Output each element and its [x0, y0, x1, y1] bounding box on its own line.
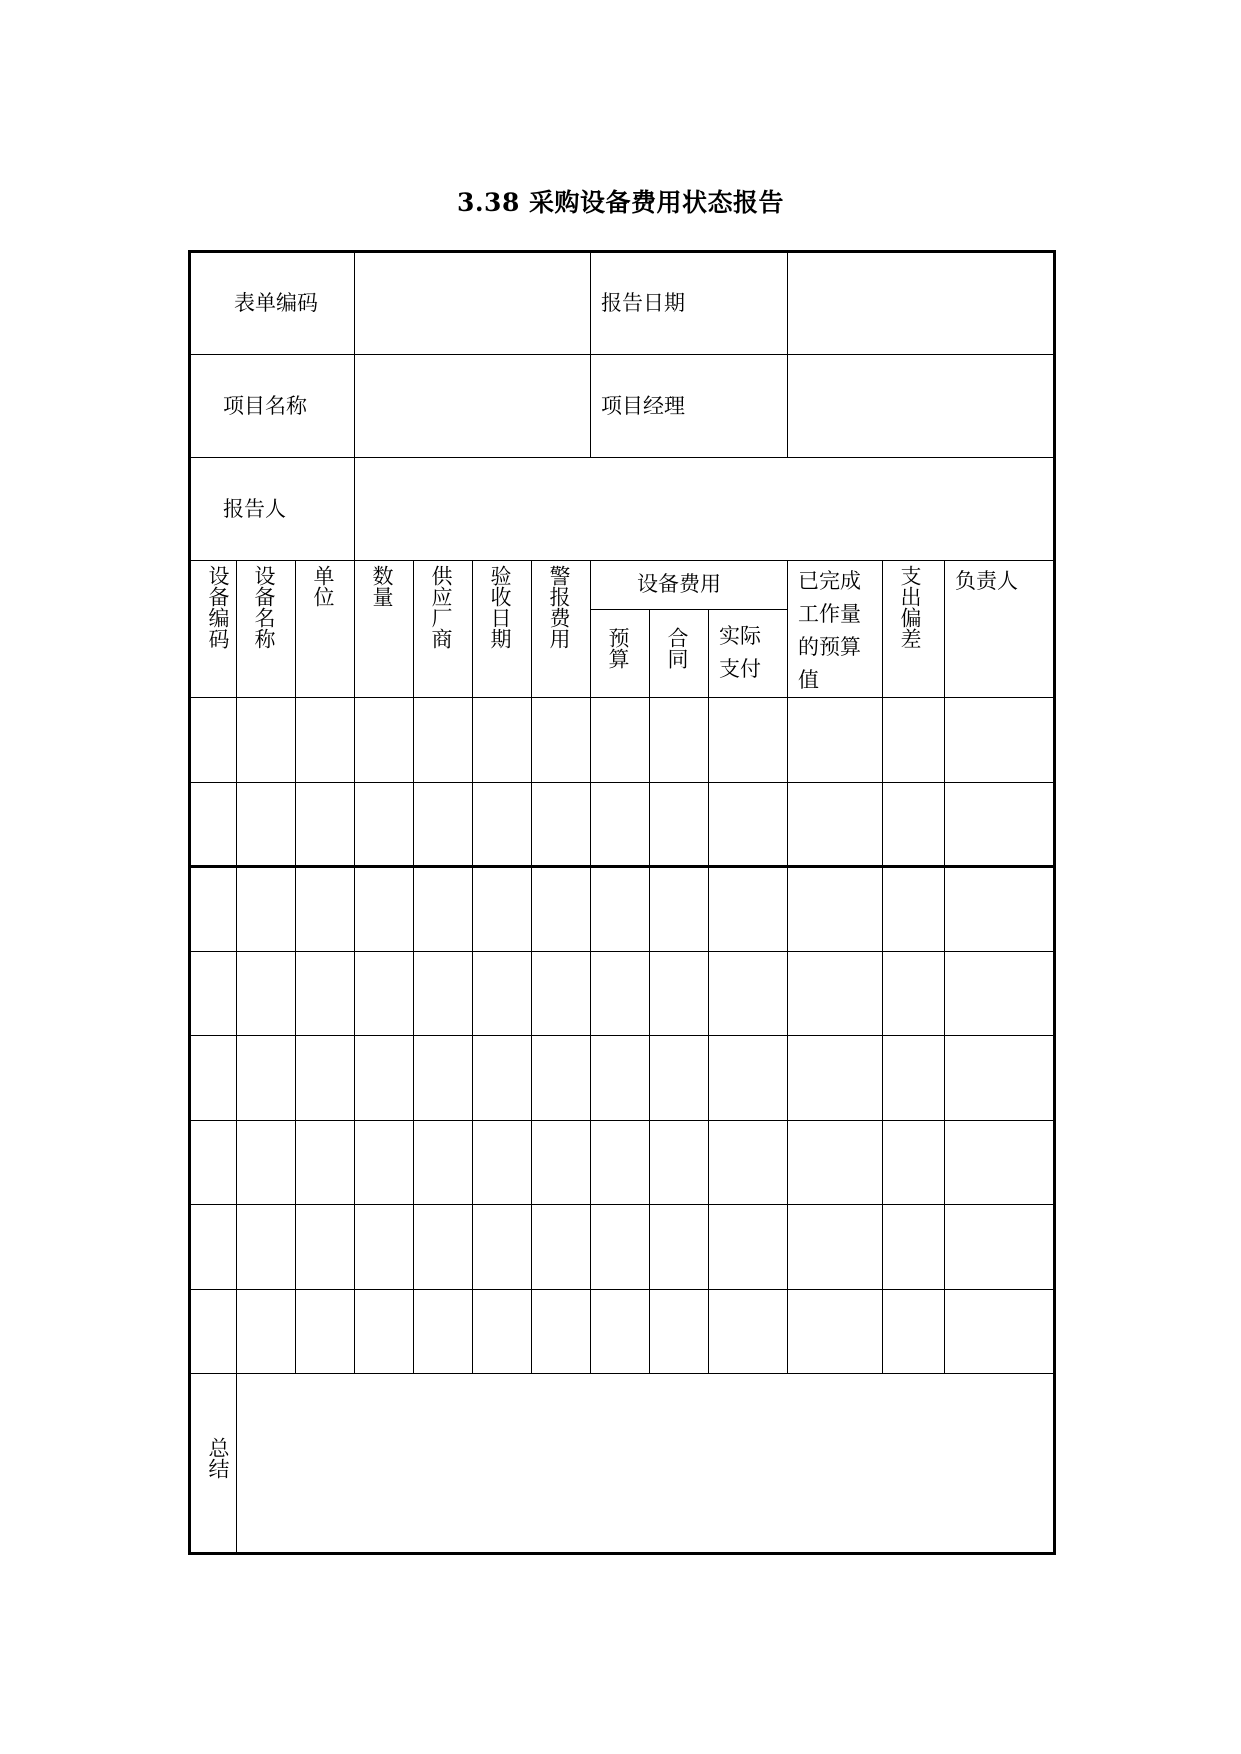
table-cell[interactable] — [591, 698, 650, 783]
table-cell[interactable] — [296, 1120, 355, 1205]
table-cell[interactable] — [296, 867, 355, 952]
table-cell[interactable] — [591, 1205, 650, 1290]
table-cell[interactable] — [650, 1205, 709, 1290]
project-manager-field[interactable] — [788, 355, 1055, 458]
table-cell[interactable] — [190, 1289, 237, 1374]
data-rows — [190, 698, 1055, 1374]
col-header-quantity: 数量 — [355, 561, 414, 698]
table-cell[interactable] — [945, 1120, 1055, 1205]
table-cell[interactable] — [650, 1036, 709, 1121]
table-cell[interactable] — [190, 1120, 237, 1205]
table-cell[interactable] — [473, 951, 532, 1036]
table-cell[interactable] — [532, 1289, 591, 1374]
table-cell[interactable] — [190, 951, 237, 1036]
reporter-field[interactable] — [355, 458, 1055, 561]
table-row — [190, 782, 1055, 867]
col-header-equip-name: 设备名称 — [237, 561, 296, 698]
table-cell[interactable] — [414, 1120, 473, 1205]
table-cell[interactable] — [883, 1205, 945, 1290]
table-cell[interactable] — [591, 1289, 650, 1374]
table-cell[interactable] — [788, 1289, 883, 1374]
report-date-label: 报告日期 — [591, 252, 788, 355]
table-cell[interactable] — [414, 1036, 473, 1121]
project-name-label: 项目名称 — [190, 355, 355, 458]
table-cell[interactable] — [532, 951, 591, 1036]
table-row — [190, 867, 1055, 952]
table-cell[interactable] — [883, 867, 945, 952]
table-cell[interactable] — [190, 1205, 237, 1290]
form-code-field[interactable] — [355, 252, 591, 355]
table-cell[interactable] — [883, 698, 945, 783]
col-header-contract: 合同 — [650, 609, 709, 697]
table-cell[interactable] — [532, 1205, 591, 1290]
table-cell[interactable] — [190, 867, 237, 952]
col-header-responsible: 负责人 — [945, 561, 1055, 698]
table-cell[interactable] — [883, 1120, 945, 1205]
table-cell[interactable] — [883, 1036, 945, 1121]
table-cell[interactable] — [709, 782, 788, 867]
table-cell[interactable] — [788, 867, 883, 952]
table-cell[interactable] — [945, 1205, 1055, 1290]
table-cell[interactable] — [650, 867, 709, 952]
table-cell[interactable] — [883, 1289, 945, 1374]
table-cell[interactable] — [296, 1289, 355, 1374]
page-title: 3.38 采购设备费用状态报告 — [456, 188, 785, 217]
table-cell[interactable] — [650, 698, 709, 783]
table-cell[interactable] — [945, 698, 1055, 783]
table-cell[interactable] — [355, 951, 414, 1036]
table-cell[interactable] — [355, 782, 414, 867]
table-cell[interactable] — [945, 782, 1055, 867]
table-cell[interactable] — [788, 951, 883, 1036]
col-header-actual-payment: 实际支付 — [709, 609, 788, 697]
reporter-label: 报告人 — [190, 458, 355, 561]
table-cell[interactable] — [473, 698, 532, 783]
table-cell[interactable] — [237, 1289, 296, 1374]
table-cell[interactable] — [237, 698, 296, 783]
table-cell[interactable] — [296, 698, 355, 783]
table-cell[interactable] — [650, 1289, 709, 1374]
table-cell[interactable] — [473, 1205, 532, 1290]
table-cell[interactable] — [237, 867, 296, 952]
table-cell[interactable] — [237, 951, 296, 1036]
table-cell[interactable] — [945, 951, 1055, 1036]
report-form — [188, 250, 1056, 1555]
table-cell[interactable] — [883, 782, 945, 867]
col-header-equip-cost: 设备费用 — [591, 561, 788, 610]
table-cell[interactable] — [591, 1120, 650, 1205]
table-cell[interactable] — [650, 782, 709, 867]
table-cell[interactable] — [355, 867, 414, 952]
table-cell[interactable] — [788, 1205, 883, 1290]
col-header-unit: 单位 — [296, 561, 355, 698]
table-cell[interactable] — [473, 1036, 532, 1121]
summary-field[interactable] — [237, 1374, 1055, 1554]
table-row — [190, 1289, 1055, 1374]
table-cell[interactable] — [473, 1120, 532, 1205]
table-cell[interactable] — [296, 782, 355, 867]
summary-row — [190, 1374, 1055, 1554]
table-cell[interactable] — [788, 698, 883, 783]
table-cell[interactable] — [473, 1289, 532, 1374]
table-cell[interactable] — [237, 1036, 296, 1121]
col-header-expense-deviation: 支出偏差 — [883, 561, 945, 698]
table-cell[interactable] — [296, 951, 355, 1036]
table-cell[interactable] — [709, 951, 788, 1036]
table-cell[interactable] — [296, 1036, 355, 1121]
table-cell[interactable] — [532, 867, 591, 952]
table-cell[interactable] — [591, 951, 650, 1036]
table-cell[interactable] — [237, 1120, 296, 1205]
table-cell[interactable] — [709, 867, 788, 952]
table-cell[interactable] — [709, 1205, 788, 1290]
col-header-acceptance-date: 验收日期 — [473, 561, 532, 698]
col-header-alert-cost: 警报费用 — [532, 561, 591, 698]
table-cell[interactable] — [237, 782, 296, 867]
table-cell[interactable] — [355, 1120, 414, 1205]
table-cell[interactable] — [532, 782, 591, 867]
form-code-label: 表单编码 — [190, 252, 355, 355]
table-cell[interactable] — [296, 1205, 355, 1290]
table-cell[interactable] — [709, 1289, 788, 1374]
table-cell[interactable] — [945, 1289, 1055, 1374]
table-cell[interactable] — [414, 698, 473, 783]
report-date-field[interactable] — [788, 252, 1055, 355]
table-cell[interactable] — [532, 698, 591, 783]
table-cell[interactable] — [945, 867, 1055, 952]
table-cell[interactable] — [355, 1289, 414, 1374]
table-cell[interactable] — [414, 867, 473, 952]
table-cell[interactable] — [709, 1036, 788, 1121]
table-cell[interactable] — [414, 782, 473, 867]
table-cell[interactable] — [355, 1205, 414, 1290]
table-cell[interactable] — [945, 1036, 1055, 1121]
summary-label: 总结 — [190, 1374, 237, 1554]
table-cell[interactable] — [473, 782, 532, 867]
table-cell[interactable] — [591, 867, 650, 952]
table-cell[interactable] — [190, 782, 237, 867]
table-cell[interactable] — [190, 1036, 237, 1121]
table-cell[interactable] — [532, 1120, 591, 1205]
table-cell[interactable] — [788, 1120, 883, 1205]
project-name-field[interactable] — [355, 355, 591, 458]
table-cell[interactable] — [355, 1036, 414, 1121]
table-cell[interactable] — [473, 867, 532, 952]
table-cell[interactable] — [650, 1120, 709, 1205]
table-cell[interactable] — [591, 1036, 650, 1121]
table-cell[interactable] — [591, 782, 650, 867]
table-cell[interactable] — [414, 1289, 473, 1374]
project-manager-label: 项目经理 — [591, 355, 788, 458]
col-header-budget: 预算 — [591, 609, 650, 697]
table-cell[interactable] — [414, 1205, 473, 1290]
table-cell[interactable] — [788, 1036, 883, 1121]
table-row — [190, 951, 1055, 1036]
table-cell[interactable] — [709, 1120, 788, 1205]
table-row — [190, 1120, 1055, 1205]
table-cell[interactable] — [650, 951, 709, 1036]
table-cell[interactable] — [355, 698, 414, 783]
col-header-supplier: 供应厂商 — [414, 561, 473, 698]
table-row — [190, 1036, 1055, 1121]
col-header-completed-budget: 已完成工作量的预算值 — [788, 561, 883, 698]
table-cell[interactable] — [237, 1205, 296, 1290]
table-row — [190, 698, 1055, 783]
col-header-equip-code: 设备编码 — [190, 561, 237, 698]
table-cell[interactable] — [532, 1036, 591, 1121]
table-cell[interactable] — [190, 698, 237, 783]
table-cell[interactable] — [414, 951, 473, 1036]
table-cell[interactable] — [883, 951, 945, 1036]
table-row — [190, 1205, 1055, 1290]
table-cell[interactable] — [788, 782, 883, 867]
table-cell[interactable] — [709, 698, 788, 783]
